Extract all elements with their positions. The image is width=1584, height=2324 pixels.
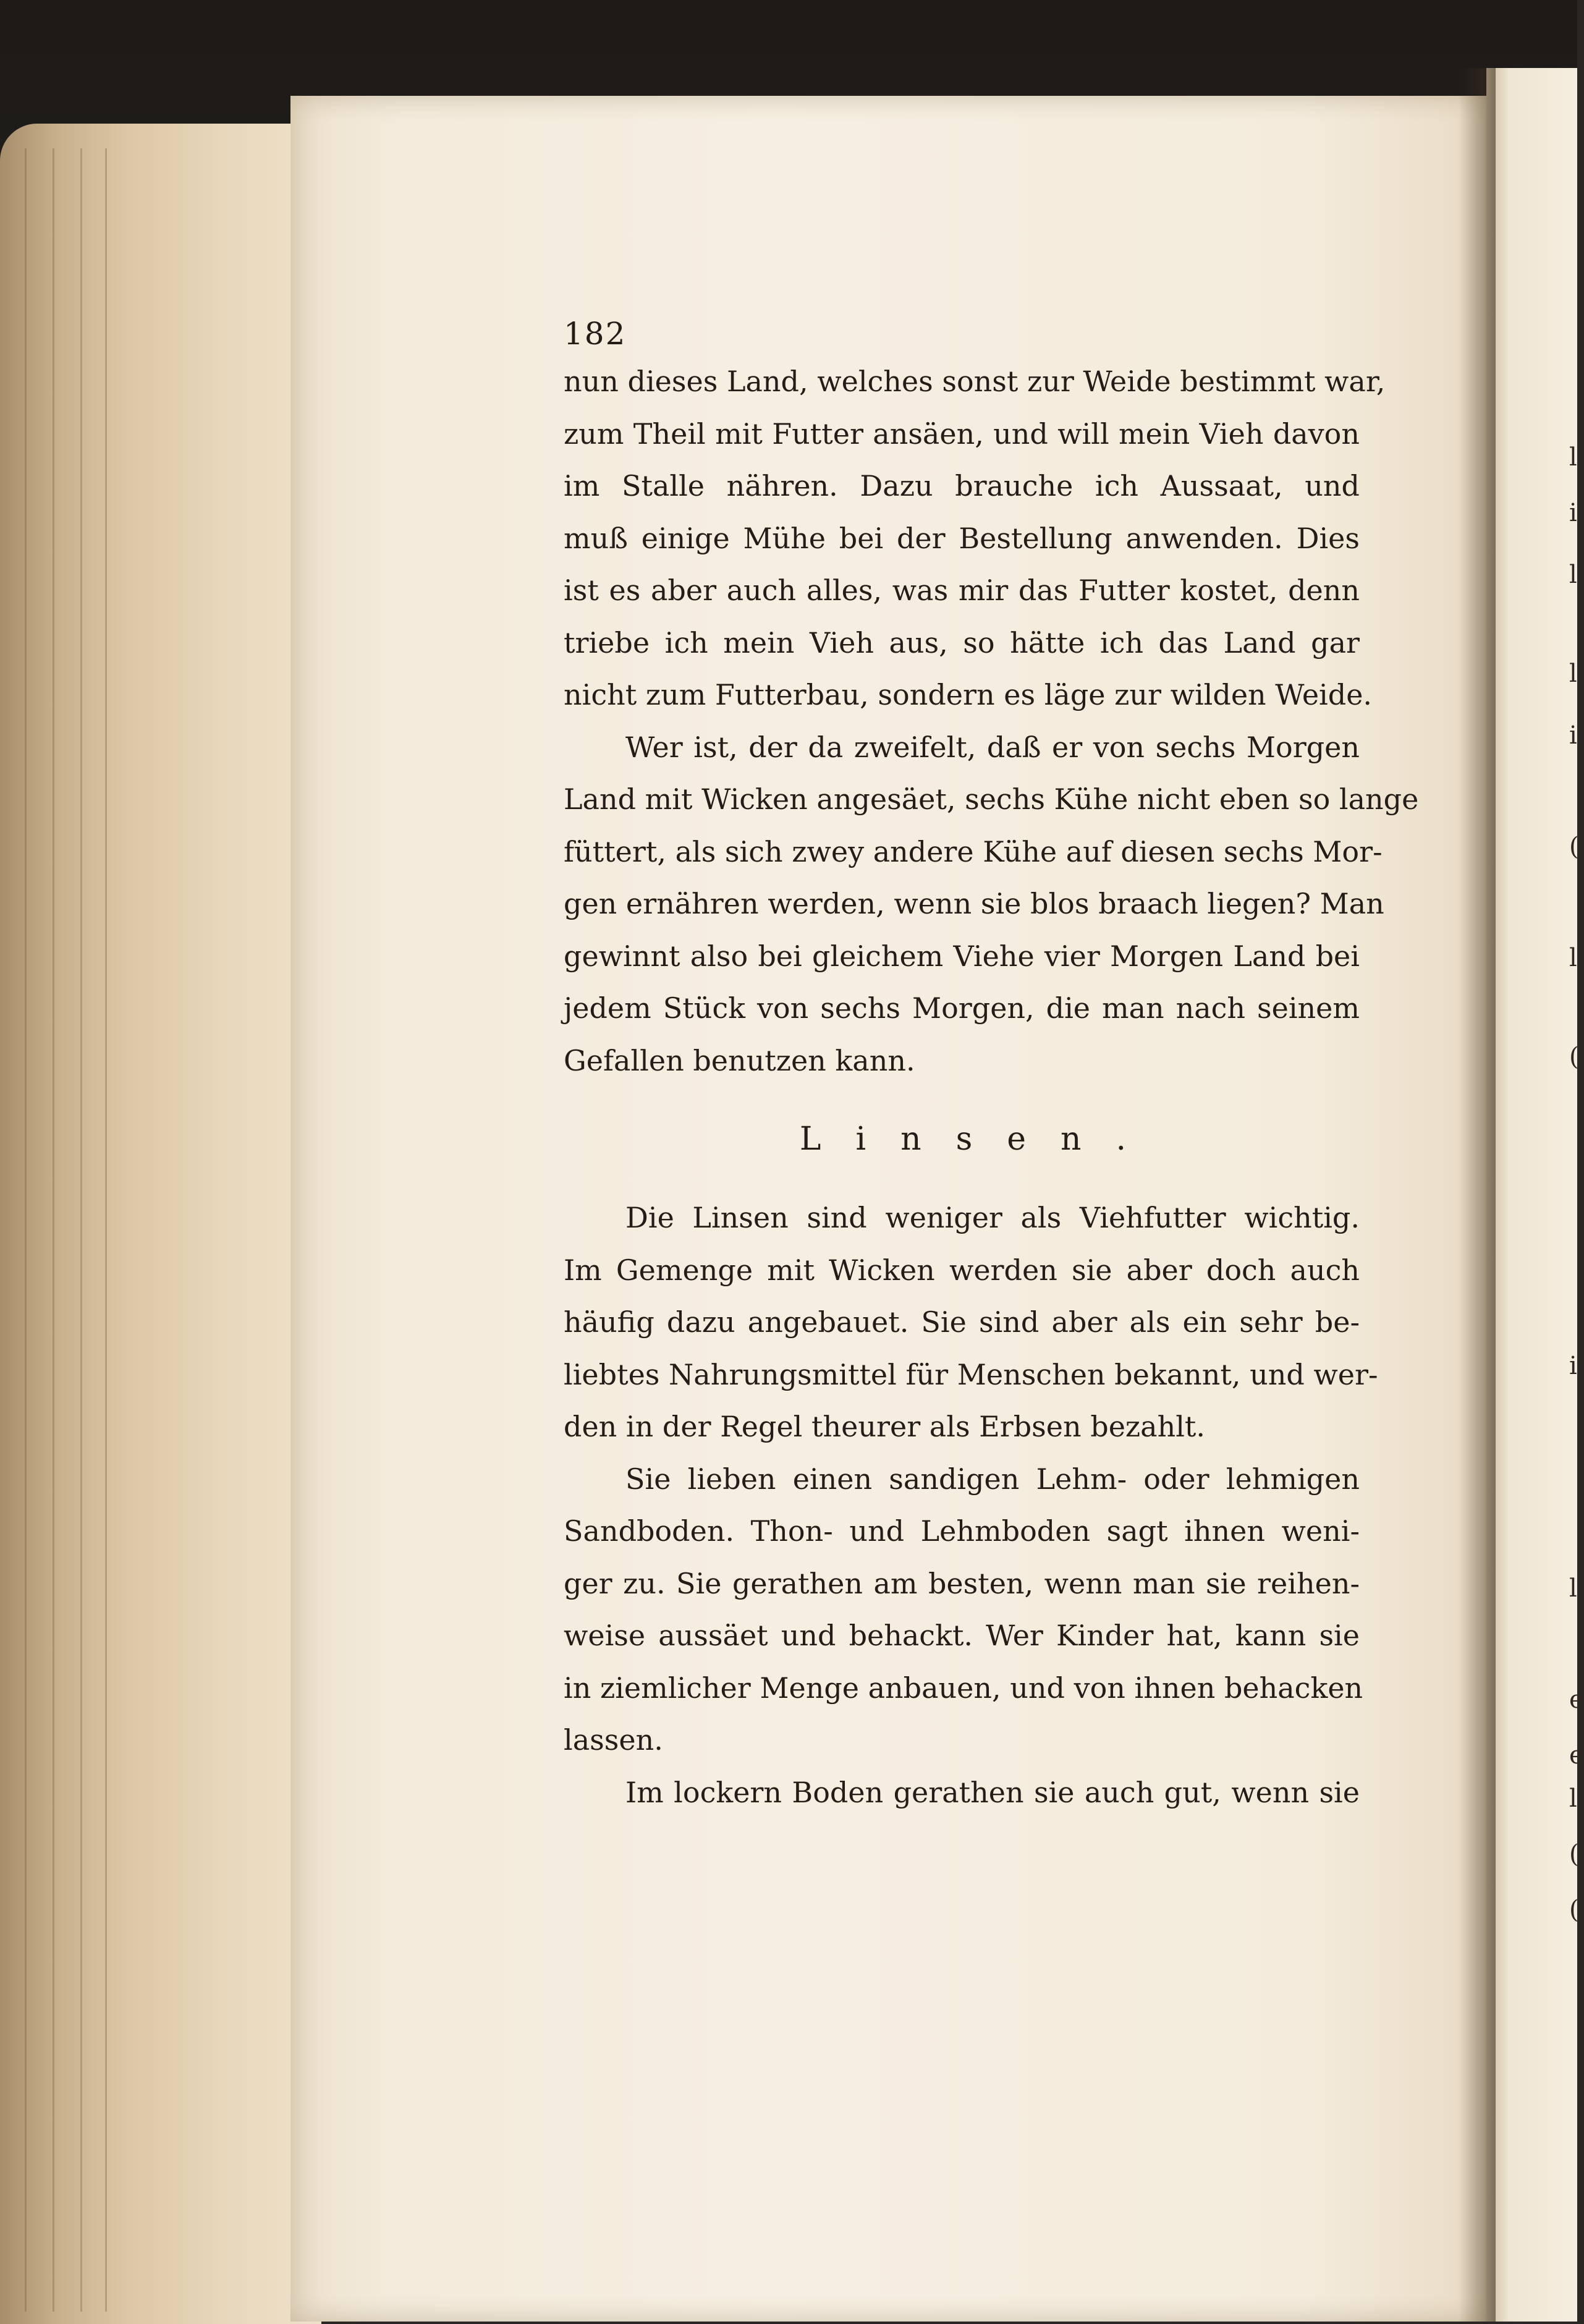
facing-page-fragment: (	[1569, 1896, 1579, 1924]
page-number: 182	[564, 316, 627, 352]
text-line: ist es aber auch alles, was mir das Futter kostet, denn	[564, 574, 1360, 607]
text-line: Im Gemenge mit Wicken werden sie aber doch auch	[564, 1253, 1360, 1287]
facing-page-fragment: l	[1569, 944, 1577, 972]
text-line: im Stalle nähren. Dazu brauche ich Aussaat, und	[564, 469, 1360, 503]
text-line: triebe ich mein Vieh aus, so hätte ich das Land gar	[564, 626, 1360, 659]
facing-page-fragment: (	[1569, 833, 1579, 861]
facing-page-fragment: l	[1569, 443, 1577, 472]
page-text	[564, 312, 1419, 1818]
facing-page-fragment: (	[1569, 1043, 1579, 1071]
text-line: jedem Stück von sechs Morgen, die man nach seinem	[564, 991, 1360, 1025]
text-line: lassen.	[564, 1723, 663, 1757]
text-line: häufig dazu angebauet. Sie sind aber als ein sehr be-	[564, 1305, 1360, 1339]
text-line: zum Theil mit Futter ansäen, und will mein Vieh davon	[564, 417, 1360, 451]
text-line: Die Linsen sind weniger als Viehfutter wichtig.	[625, 1201, 1360, 1234]
facing-page-fragment: l	[1569, 1784, 1577, 1813]
text-line: Wer ist, der da zweifelt, daß er von sechs Morgen	[625, 730, 1360, 764]
text-line: gewinnt also bei gleichem Viehe vier Morgen Land bei	[564, 939, 1360, 973]
text-line: in ziemlicher Menge anbauen, und von ihnen behacken	[564, 1671, 1363, 1705]
paragraph-2	[564, 721, 1419, 1087]
text-line: den in der Regel theurer als Erbsen bezahlt.	[564, 1410, 1206, 1443]
text-line: füttert, als sich zwey andere Kühe auf diesen sechs Mor-	[564, 834, 1383, 868]
text-line: Im lockern Boden gerathen sie auch gut, wenn sie	[625, 1775, 1360, 1809]
gutter-shadow	[1459, 68, 1496, 2322]
text-line: ger zu. Sie gerathen am besten, wenn man sie reihen-	[564, 1566, 1360, 1600]
facing-page-fragment: (	[1569, 1840, 1579, 1868]
text-line: nicht zum Futterbau, sondern es läge zur wilden Weide.	[564, 678, 1373, 711]
page-edges-stack	[0, 124, 321, 2324]
section-heading: Linsen.	[799, 1121, 1161, 1158]
facing-page-fragment: i	[1569, 499, 1577, 527]
facing-page-fragment: e	[1569, 1686, 1584, 1714]
text-line: Sandboden. Thon- und Lehmboden sagt ihnen weni-	[564, 1514, 1360, 1548]
facing-page-fragment: l	[1569, 561, 1577, 589]
text-line: weise aussäet und behackt. Wer Kinder hat, kann sie	[564, 1619, 1360, 1652]
facing-page-fragment: i	[1569, 721, 1577, 750]
text-line: gen ernähren werden, wenn sie blos braach liegen? Man	[564, 887, 1384, 920]
paragraph-1	[564, 355, 1386, 721]
text-line: nun dieses Land, welches sonst zur Weide bestimmt war,	[564, 365, 1386, 398]
facing-page-fragment: e	[1569, 1741, 1584, 1770]
facing-page-fragment: l	[1569, 659, 1577, 688]
paragraph-4	[564, 1453, 1363, 1766]
text-line: Gefallen benutzen kann.	[564, 1043, 915, 1077]
paragraph-3	[564, 1192, 1378, 1453]
text-line: Sie lieben einen sandigen Lehm- oder lehmigen	[625, 1462, 1360, 1496]
facing-page-fragment: i	[1569, 1352, 1577, 1380]
facing-page-edge	[1486, 68, 1584, 2322]
text-line: liebtes Nahrungsmittel für Menschen bekannt, und wer-	[564, 1357, 1378, 1391]
facing-page-fragment: l	[1569, 1574, 1577, 1603]
paragraph-5	[564, 1766, 1360, 1819]
text-line: muß einige Mühe bei der Bestellung anwenden. Dies	[564, 521, 1360, 555]
text-line: Land mit Wicken angesäet, sechs Kühe nicht eben so lange	[564, 782, 1419, 816]
